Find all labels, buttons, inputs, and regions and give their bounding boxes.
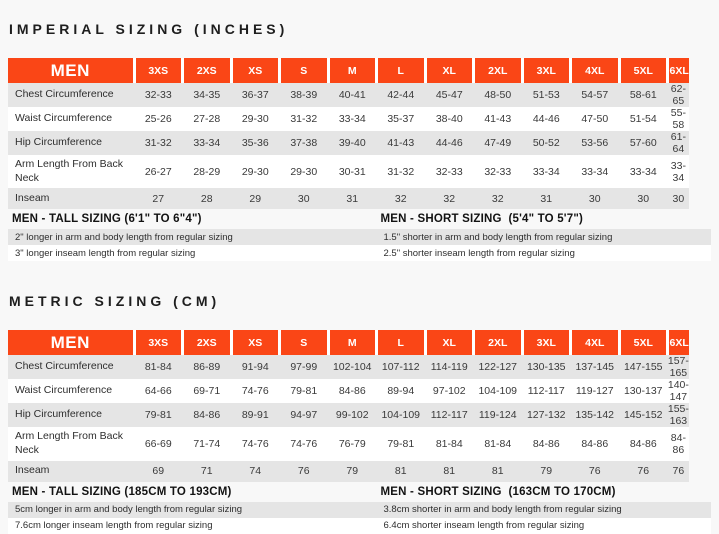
size-value-cell: 74-76	[241, 385, 269, 398]
size-value-cell: 32	[443, 192, 456, 205]
row-label: Hip Circumference	[15, 136, 102, 149]
size-value-cell: 81-84	[144, 361, 172, 374]
size-value-cell: 44-46	[532, 113, 560, 125]
size-value-cell: 30	[588, 192, 601, 205]
size-value-cell: 99-102	[335, 409, 369, 422]
sizing-note: 7.6cm longer inseam length from regular sizing	[15, 520, 213, 532]
size-value-cell: 79-81	[144, 409, 172, 422]
size-value-cell: 31-32	[290, 113, 318, 125]
size-value-cell: 74	[249, 465, 262, 478]
measurement-row	[8, 155, 711, 188]
size-value-cell: 51-54	[629, 113, 657, 125]
size-value-cell: 66-69	[144, 437, 172, 450]
measurement-row	[8, 83, 711, 107]
sizing-note: 3" longer inseam length from regular sizing	[15, 247, 196, 259]
size-value-cell: 36-37	[241, 89, 269, 101]
size-value-cell: 122-127	[478, 361, 518, 374]
size-value-cell: 29	[249, 192, 262, 205]
size-value-cell: 27-28	[193, 113, 221, 125]
size-column-header: XL	[425, 330, 474, 355]
size-value-cell: 84-86	[193, 409, 221, 422]
row-label: Inseam	[15, 464, 50, 477]
size-value-cell: 137-145	[575, 361, 615, 374]
size-value-cell: 29-30	[290, 165, 318, 178]
size-value-cell: 86-89	[193, 361, 221, 374]
size-value-cell: 39-40	[338, 137, 366, 149]
size-value-cell: 41-43	[484, 113, 512, 125]
size-value-cell: 47-49	[484, 137, 512, 149]
size-value-cell: 81	[491, 465, 504, 478]
sizing-note: 2" longer in arm and body length from regular sizing	[15, 231, 233, 243]
sizing-note: 6.4cm shorter inseam length from regular sizing	[383, 520, 585, 532]
size-value-cell: 32	[394, 192, 407, 205]
size-table-header-row	[8, 58, 711, 83]
size-value-cell: 104-109	[381, 409, 421, 422]
measurement-row	[8, 188, 711, 209]
section-heading: MEN - SHORT SIZING (5'4" TO 5'7")	[380, 213, 584, 226]
row-label: Waist Circumference	[15, 112, 113, 125]
size-value-cell: 48-50	[484, 89, 512, 101]
size-value-cell: 47-50	[581, 113, 609, 125]
size-value-cell: 31	[346, 192, 359, 205]
size-value-cell: 84-86	[532, 437, 560, 450]
size-value-cell: 35-37	[387, 113, 415, 125]
size-value-cell: 50-52	[532, 137, 560, 149]
measurement-row	[8, 403, 711, 427]
size-value-cell: 91-94	[241, 361, 269, 374]
size-value-cell: 89-94	[387, 385, 415, 398]
size-value-cell: 155-163	[667, 403, 689, 428]
size-value-cell: 55-58	[670, 107, 686, 131]
measurement-row	[8, 379, 711, 403]
size-column-header: L	[377, 330, 426, 355]
size-value-cell: 84-86	[581, 437, 609, 450]
size-value-cell: 74-76	[241, 437, 269, 450]
size-value-cell: 135-142	[575, 409, 615, 422]
measurement-row	[8, 131, 711, 155]
size-value-cell: 74-76	[290, 437, 318, 450]
size-value-cell: 76	[672, 465, 685, 478]
size-value-cell: 97-102	[432, 385, 466, 398]
size-value-cell: 89-91	[241, 409, 269, 422]
size-value-cell: 71	[200, 465, 213, 478]
size-value-cell: 57-60	[629, 137, 657, 149]
sizing-note-row	[8, 518, 711, 534]
size-value-cell: 71-74	[193, 437, 221, 450]
section-heading: MEN - SHORT SIZING (163CM TO 170CM)	[380, 485, 616, 498]
size-value-cell: 61-64	[670, 131, 686, 155]
size-value-cell: 107-112	[381, 361, 420, 374]
measurement-row	[8, 461, 711, 482]
size-value-cell: 130-135	[526, 361, 566, 374]
size-value-cell: 45-47	[435, 89, 463, 101]
size-value-cell: 145-152	[623, 409, 663, 422]
size-value-cell: 76	[588, 465, 601, 478]
size-value-cell: 79	[346, 465, 359, 478]
size-value-cell: 35-36	[241, 137, 269, 149]
size-value-cell: 26-27	[144, 165, 172, 178]
size-column-header: 4XL	[571, 58, 620, 83]
size-column-header: XS	[231, 330, 280, 355]
measurement-row	[8, 107, 711, 131]
size-value-cell: 81-84	[435, 437, 463, 450]
size-value-cell: 29-30	[241, 113, 269, 125]
size-value-cell: 32-33	[144, 89, 172, 101]
size-column-header: 2XL	[474, 58, 523, 83]
size-value-cell: 54-57	[581, 89, 609, 101]
size-column-header: M	[328, 58, 377, 83]
size-value-cell: 33-34	[193, 137, 221, 149]
size-value-cell: 62-65	[670, 83, 686, 107]
size-value-cell: 112-117	[430, 409, 468, 422]
size-value-cell: 33-34	[629, 165, 657, 178]
size-value-cell: 81	[394, 465, 407, 478]
size-value-cell: 69-71	[193, 385, 221, 398]
size-column-header: 3XL	[522, 330, 571, 355]
size-value-cell: 76	[297, 465, 310, 478]
size-column-header: 6XL	[668, 330, 690, 355]
size-value-cell: 84-86	[338, 385, 366, 398]
sizing-note: 1.5" shorter in arm and body length from regular sizing	[383, 231, 613, 243]
size-table-header-row	[8, 330, 711, 355]
size-value-cell: 32-33	[484, 165, 512, 178]
size-column-header: S	[280, 58, 329, 83]
size-value-cell: 42-44	[387, 89, 415, 101]
row-label: Chest Circumference	[15, 360, 114, 373]
size-value-cell: 130-137	[623, 385, 663, 398]
size-column-header: XL	[425, 58, 474, 83]
measurement-row	[8, 355, 711, 379]
size-column-header: 3XL	[522, 58, 571, 83]
size-column-header: 2XS	[183, 58, 232, 83]
size-column-header: 4XL	[571, 330, 620, 355]
size-value-cell: 29-30	[241, 165, 269, 178]
size-value-cell: 33-34	[581, 165, 609, 178]
size-value-cell: 112-117	[527, 385, 565, 398]
imperial-sizing-table	[8, 58, 711, 261]
size-value-cell: 28	[200, 192, 213, 205]
size-value-cell: 119-124	[478, 409, 517, 422]
men-group-header: MEN	[8, 330, 134, 355]
sizing-note-row	[8, 245, 711, 261]
size-column-header: 3XS	[134, 330, 183, 355]
size-value-cell: 147-155	[623, 361, 663, 374]
row-label: Inseam	[15, 191, 50, 204]
size-value-cell: 84-86	[629, 437, 657, 450]
section-heading: MEN - TALL SIZING (6'1" TO 6"4")	[12, 213, 202, 226]
size-column-header: 5XL	[619, 330, 668, 355]
size-value-cell: 79	[540, 465, 553, 478]
size-column-header: M	[328, 330, 377, 355]
size-value-cell: 41-43	[387, 137, 415, 149]
size-value-cell: 34-35	[193, 89, 221, 101]
size-column-header: L	[377, 58, 426, 83]
size-column-header: 2XL	[474, 330, 523, 355]
sizing-note: 3.8cm shorter in arm and body length from regular sizing	[383, 504, 622, 516]
sizing-note-row	[8, 229, 711, 245]
sizing-note: 5cm longer in arm and body length from regular sizing	[15, 504, 243, 516]
size-value-cell: 76-79	[338, 437, 366, 450]
size-value-cell: 32	[491, 192, 504, 205]
row-label: Arm Length From Back Neck	[15, 430, 123, 456]
size-column-header: 6XL	[668, 58, 690, 83]
size-column-header: 2XS	[183, 330, 232, 355]
size-value-cell: 38-40	[435, 113, 463, 125]
size-value-cell: 31	[540, 192, 553, 205]
size-value-cell: 32-33	[435, 165, 463, 178]
size-value-cell: 51-53	[532, 89, 560, 101]
size-value-cell: 58-61	[629, 89, 657, 101]
measurement-row	[8, 427, 711, 460]
size-value-cell: 30-31	[338, 165, 366, 178]
subsection-heading-row	[8, 482, 711, 502]
size-value-cell: 30	[637, 192, 650, 205]
metric-sizing-table	[8, 330, 711, 533]
imperial-sizing-title: IMPERIAL SIZING (INCHES)	[9, 21, 289, 37]
size-value-cell: 53-56	[581, 137, 609, 149]
size-column-header: S	[280, 330, 329, 355]
size-value-cell: 40-41	[338, 89, 366, 101]
sizing-note: 2.5" shorter inseam length from regular sizing	[383, 247, 575, 259]
size-value-cell: 79-81	[387, 437, 415, 450]
size-value-cell: 102-104	[332, 361, 372, 374]
size-value-cell: 33-34	[670, 159, 686, 184]
size-value-cell: 84-86	[670, 431, 686, 456]
row-label: Arm Length From Back Neck	[15, 158, 123, 184]
size-value-cell: 97-99	[290, 361, 318, 374]
sizing-note-row	[8, 502, 711, 518]
size-column-header: XS	[231, 58, 280, 83]
size-value-cell: 79-81	[290, 385, 318, 398]
size-column-header: 5XL	[619, 58, 668, 83]
size-value-cell: 33-34	[338, 113, 366, 125]
men-group-header: MEN	[8, 58, 134, 83]
row-label: Hip Circumference	[15, 408, 102, 421]
subsection-heading-row	[8, 209, 711, 229]
size-value-cell: 25-26	[144, 113, 172, 125]
size-value-cell: 33-34	[532, 165, 560, 178]
size-value-cell: 37-38	[290, 137, 318, 149]
size-value-cell: 28-29	[193, 165, 221, 178]
size-value-cell: 27	[152, 192, 165, 205]
size-value-cell: 104-109	[478, 385, 518, 398]
size-value-cell: 81	[443, 465, 456, 478]
size-value-cell: 64-66	[144, 385, 172, 398]
size-value-cell: 30	[297, 192, 310, 205]
size-value-cell: 31-32	[144, 137, 172, 149]
row-label: Chest Circumference	[15, 88, 114, 101]
size-value-cell: 31-32	[387, 165, 415, 178]
size-value-cell: 140-147	[667, 379, 689, 404]
size-value-cell: 119-127	[575, 385, 614, 398]
size-value-cell: 76	[637, 465, 650, 478]
size-value-cell: 81-84	[484, 437, 512, 450]
size-value-cell: 30	[672, 192, 685, 205]
size-value-cell: 94-97	[290, 409, 318, 422]
size-column-header: 3XS	[134, 58, 183, 83]
metric-sizing-title: METRIC SIZING (CM)	[9, 293, 221, 310]
size-value-cell: 127-132	[526, 409, 566, 422]
size-value-cell: 69	[152, 465, 165, 478]
size-value-cell: 157-165	[667, 355, 689, 380]
size-value-cell: 114-119	[430, 361, 468, 374]
size-value-cell: 38-39	[290, 89, 318, 101]
size-value-cell: 44-46	[435, 137, 463, 149]
section-heading: MEN - TALL SIZING (185CM TO 193CM)	[12, 485, 232, 498]
row-label: Waist Circumference	[15, 384, 113, 397]
